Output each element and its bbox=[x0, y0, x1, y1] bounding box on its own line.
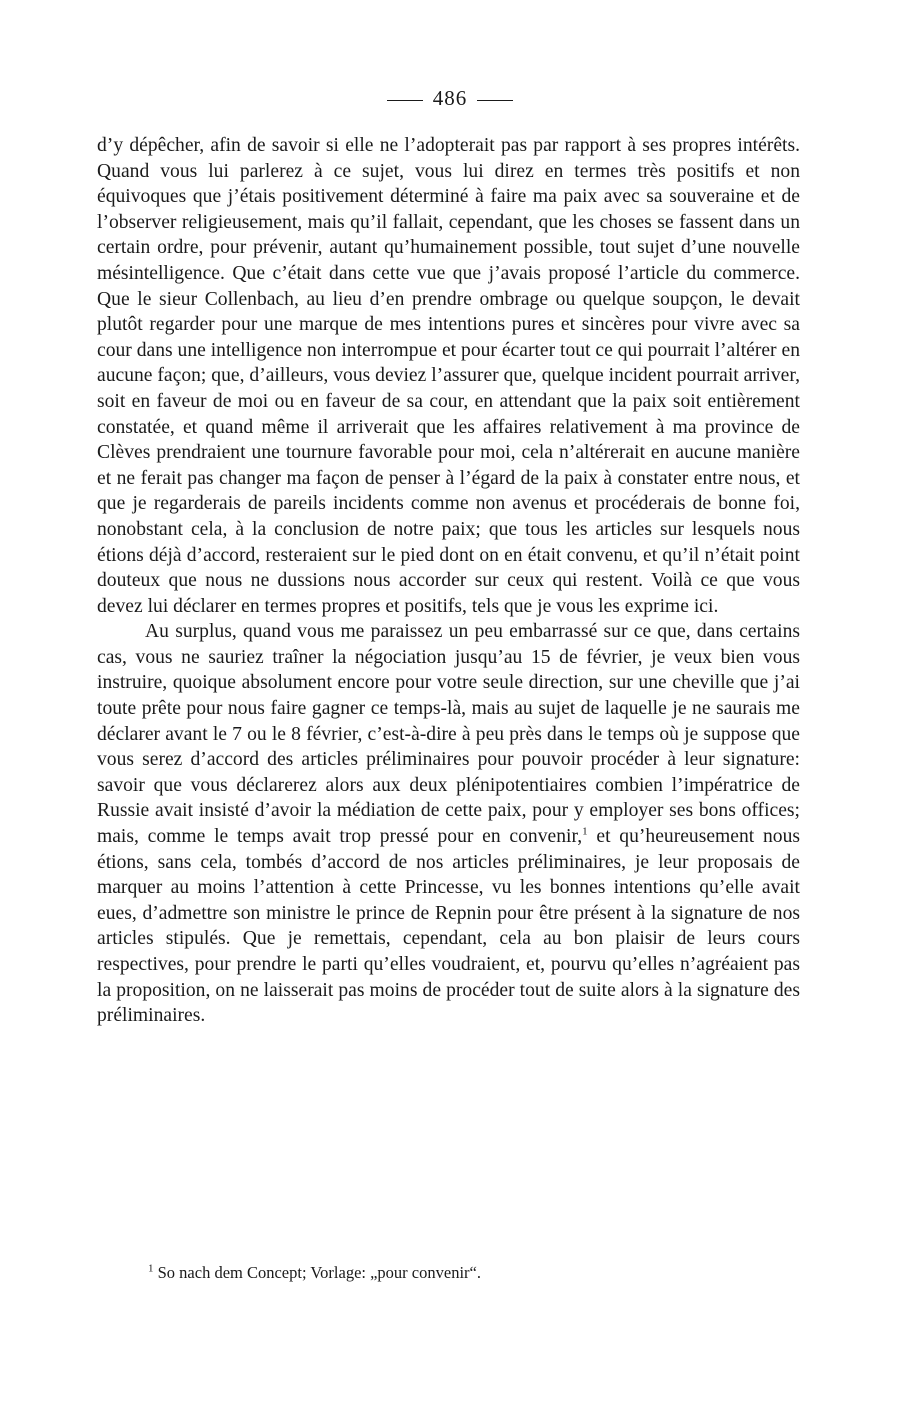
header-dash-left bbox=[387, 100, 423, 101]
footnote-reference: 1 bbox=[582, 825, 588, 838]
footnote-mark: 1 bbox=[148, 1262, 154, 1275]
paragraph-2-part-1: Au surplus, quand vous me paraissez un peu embarrassé sur ce que, dans certains cas, vous ne sauriez traîner la négociation jusqu’au 15 de février, je veux bien vous instruire, quoique absolument encore pour votre seule direction, sur une cheville que j’ai toute prête pour nous faire gagner ce temps-là, mais au sujet de laquelle je ne saurais me déclarer avant le 7 ou le 8 février, c’est-à-dire à peu près dans le temps où je suppose que vous serez d’accord des articles préliminaires pour pouvoir procéder à leur signature: savoir que vous déclarerez alors aux deux plénipotentiaires combien l’impératrice de Russie avait insisté d’avoir la médiation de cette paix, pour y employer ses bons offices; mais, comme le temps avait trop pressé pour en convenir, bbox=[97, 621, 800, 848]
body-text bbox=[97, 133, 800, 1029]
header-dash-right bbox=[477, 100, 513, 101]
page-number: 486 bbox=[432, 86, 468, 110]
paragraph-2 bbox=[97, 619, 800, 1029]
page-number-header bbox=[0, 86, 900, 111]
paragraph-2-part-2: et qu’heureusement nous étions, sans cela, tombés d’accord de nos articles préliminaires, je leur proposais de marquer au moins l’attention à cette Princesse, vu les bonnes intentions qu’elle avait eues, d’admettre son ministre le prince de Repnin pour être présent à la signature de nos articles stipulés. Que je remettais, cependant, cela au bon plaisir de leurs cours respectives, pour prendre le parti qu’elles voudraient, et, pourvu qu’elles n’agréaient pas la proposition, on ne laisserait pas moins de procéder tout de suite alors à la signature des préliminaires. bbox=[97, 826, 800, 1027]
paragraph-1: d’y dépêcher, afin de savoir si elle ne l’adopterait pas par rapport à ses propres intérêts. Quand vous lui parlerez à ce sujet, vous lui direz en termes très positifs et non équivoques que j’étais positivement déterminé à faire ma paix avec sa souveraine et de l’observer religieusement, mais qu’il fallait, cependant, que les choses se fassent dans un certain ordre, pour prévenir, autant qu’humainement possible, tout sujet d’une nouvelle mésintelligence. Que c’était dans cette vue que j’avais proposé l’article du commerce. Que le sieur Collenbach, au lieu d’en prendre ombrage ou quelque soupçon, le devait plutôt regarder pour une marque de mes intentions pures et sincères pour vivre avec sa cour dans une intelligence non interrompue et pour écarter tout ce qui pourrait l’altérer en aucune façon; que, d’ailleurs, vous deviez l’assurer que, quelque incident pourrait arriver, soit en faveur de moi ou en faveur de sa cour, en attendant que la paix soit entièrement constatée, et quand même il arriverait que les affaires relativement à ma province de Clèves prendraient une tournure favorable pour moi, cela n’altérerait en aucune manière et ne ferait pas changer ma façon de penser à l’égard de la paix à constater entre nous, et que je regarderais de pareils incidents comme non avenus et procéderais de bonne foi, nonobstant cela, à la conclusion de notre paix; que tous les articles sur lesquels nous étions déjà d’accord, resteraient sur le pied dont on en était convenu, et qu’il n’était point douteux que nous ne dussions nous accorder sur ceux qui restent. Voilà ce que vous devez lui déclarer en termes propres et positifs, tels que je vous les exprime ici. bbox=[97, 135, 800, 617]
footnote-text: So nach dem Concept; Vorlage: „pour convenir“. bbox=[157, 1263, 481, 1282]
footnote bbox=[148, 1263, 808, 1283]
